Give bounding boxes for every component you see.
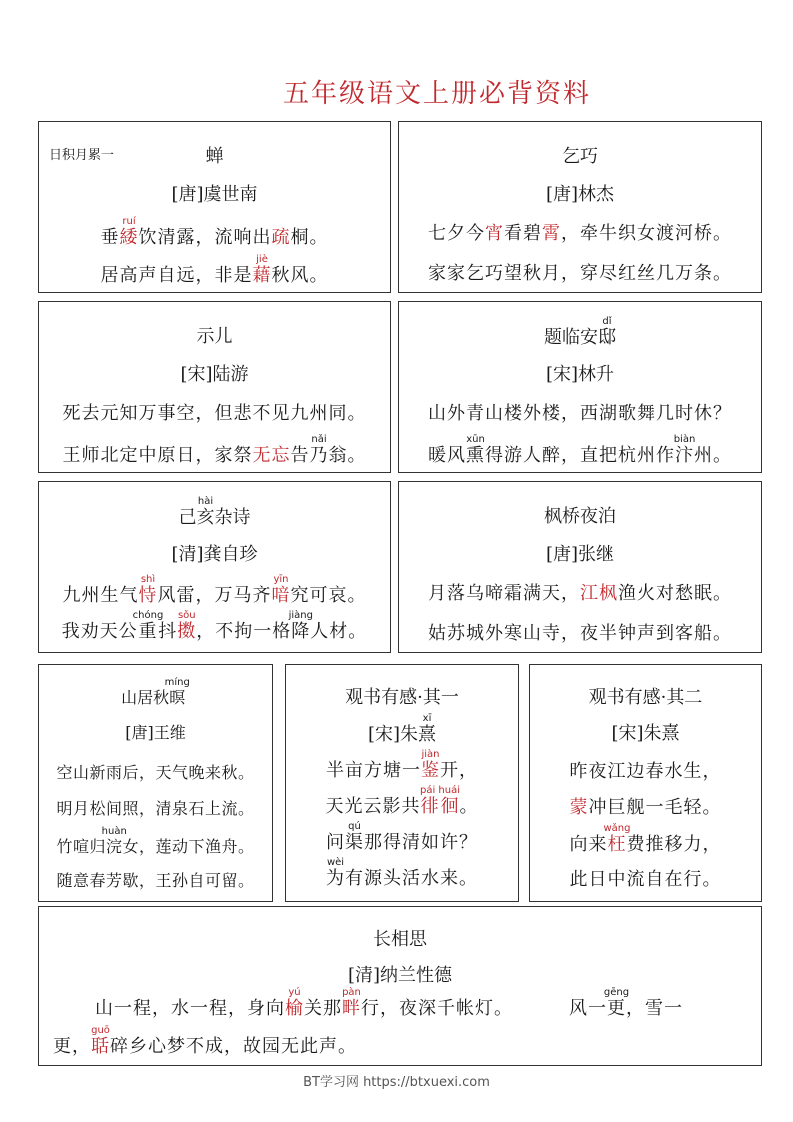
char: 畔 xyxy=(342,998,361,1019)
pinyin: biàn xyxy=(673,434,696,445)
verse-line xyxy=(39,434,390,467)
poem-card-chan xyxy=(38,121,391,293)
poem-title xyxy=(39,677,272,708)
annotated-char xyxy=(119,216,139,248)
annotated-char xyxy=(421,749,440,781)
verse-text: 暖风 xyxy=(428,445,466,466)
char: 鉴 xyxy=(421,760,440,781)
verse-text: 开， xyxy=(440,760,478,781)
pinyin: xūn xyxy=(466,434,485,445)
verse-text: 看碧 xyxy=(504,223,542,244)
verse-line xyxy=(39,216,390,249)
pinyin: huàn xyxy=(101,826,127,837)
verse-line: 死去元知万事空，但悲不见九州同。 xyxy=(62,403,367,424)
section-tag: 日积月累一 xyxy=(49,148,115,163)
title-text: 杂诗 xyxy=(214,507,251,528)
annotated-char xyxy=(196,496,215,528)
annotated-char xyxy=(101,826,127,856)
verse-line: 昨夜江边春水生， xyxy=(569,761,722,782)
pinyin: jiè xyxy=(252,254,272,265)
poem-title: 长相思 xyxy=(373,929,427,950)
poem-card-tilinandi xyxy=(398,301,762,473)
annotated-char xyxy=(138,574,158,606)
pinyin: gēng xyxy=(603,987,630,998)
annotated-char xyxy=(345,821,364,853)
char: 为 xyxy=(326,868,345,889)
verse-text: 碎乡心梦不成，故园无此声。 xyxy=(110,1036,357,1057)
pinyin: hài xyxy=(196,496,215,507)
char: 亥 xyxy=(196,507,215,528)
poem-title: 观书有感·其二 xyxy=(588,687,703,708)
char: 汴 xyxy=(673,445,696,466)
verse-line xyxy=(39,574,390,607)
page-title: 五年级语文上册必背资料 xyxy=(283,79,592,109)
pinyin: wèi xyxy=(326,857,345,868)
annotated-char xyxy=(309,434,329,466)
verse-text: 关那 xyxy=(304,998,342,1019)
poem-author: [唐]张继 xyxy=(545,544,615,565)
poem-card-guanshu-2 xyxy=(529,664,762,902)
char: 喑 xyxy=(271,585,291,606)
verse-text: 更， xyxy=(53,1036,91,1057)
verse-line xyxy=(530,793,761,819)
char: 乃 xyxy=(309,445,329,466)
poem-author: [宋]朱熹 xyxy=(611,723,680,744)
verse-text: ，不拘一格 xyxy=(196,621,292,642)
poem-author xyxy=(286,713,518,746)
verse-text: 桐。 xyxy=(290,227,329,248)
pinyin: xī xyxy=(418,713,436,724)
verse-text: 天光云影共 xyxy=(325,796,421,817)
verse-line: 姑苏城外寒山寺，夜半钟声到客船。 xyxy=(428,623,732,644)
verse-text: 渔火对愁眠。 xyxy=(618,583,732,604)
verse-line: 随意春芳歇，王孙自可留。 xyxy=(56,871,255,890)
verse-line xyxy=(286,749,518,782)
annotated-char xyxy=(673,434,696,466)
verse-line xyxy=(53,1025,755,1058)
verse-text: 得游人醉，直把杭州作 xyxy=(485,445,675,466)
char: 暝 xyxy=(164,688,190,707)
verse-line xyxy=(39,610,390,643)
annotated-char xyxy=(418,713,437,745)
verse-text: 山一程，水一程，身向 xyxy=(95,998,285,1019)
verse-text: 王师北定中原日，家祭 xyxy=(62,445,253,466)
poem-card-shanjuqiuming xyxy=(38,664,273,902)
pinyin: jiàng xyxy=(288,610,313,621)
poem-title: 观书有感·其一 xyxy=(345,687,459,708)
pinyin: sǒu xyxy=(177,610,197,621)
highlight-char: 疏 xyxy=(271,227,291,248)
annotated-char xyxy=(598,316,616,348)
footer-watermark: BT学习网 https://btxuexi.com xyxy=(303,1075,490,1090)
verse-line xyxy=(39,254,390,287)
verse-line: 空山新雨后，天气晚来秋。 xyxy=(56,763,255,782)
char: 问 xyxy=(326,832,345,853)
verse-line xyxy=(53,987,755,1020)
pinyin: wǎng xyxy=(603,823,631,834)
poem-author: [唐]林杰 xyxy=(545,184,615,205)
verse-text: 。 xyxy=(459,796,479,817)
verse-text: 我劝天公 xyxy=(61,621,138,642)
annotated-char xyxy=(342,987,361,1019)
verse-text: 秋风。 xyxy=(271,265,329,286)
char: 熹 xyxy=(418,724,437,745)
verse-line xyxy=(530,823,761,856)
verse-text: 行，夜深千帐灯。 xyxy=(361,998,513,1019)
poem-title: 蝉 xyxy=(205,146,224,167)
verse-text: 饮清露，流响出 xyxy=(138,227,272,248)
char: 恃 xyxy=(138,585,158,606)
poem-card-qiqiao xyxy=(398,121,762,293)
verse-text: 翁。 xyxy=(328,445,367,466)
char: 緌 xyxy=(119,227,139,248)
poem-author: [宋]林升 xyxy=(545,364,615,385)
pinyin: qú xyxy=(345,821,364,832)
highlight-char: 霄 xyxy=(542,223,561,244)
verse-text: 九州生气 xyxy=(62,585,139,606)
highlight-char: 江枫 xyxy=(580,583,618,604)
verse-text: 竹喧归 xyxy=(56,837,106,856)
poem-card-changxiangsi xyxy=(38,906,762,1066)
annotated-char xyxy=(164,677,190,707)
title-text: 题临安 xyxy=(544,327,598,348)
verse-text: 那得清如许？ xyxy=(364,832,478,853)
verse-line: 山外青山楼外楼，西湖歌舞几时休？ xyxy=(428,403,732,424)
annotated-char xyxy=(326,857,345,889)
pinyin: míng xyxy=(164,677,190,688)
pinyin: dǐ xyxy=(598,316,616,327)
verse-text: 向来 xyxy=(569,834,608,855)
highlight-char: 宵 xyxy=(485,223,504,244)
verse-text: 抖 xyxy=(158,621,178,642)
char: 擞 xyxy=(177,621,197,642)
char: 降 xyxy=(288,621,313,642)
poem-author: [清]纳兰性德 xyxy=(347,965,453,986)
pinyin: yīn xyxy=(271,574,291,585)
author-text: [宋]朱 xyxy=(367,724,419,745)
verse-line xyxy=(399,219,761,245)
pinyin: ruí xyxy=(119,216,139,227)
highlight-char: 蒙 xyxy=(569,797,589,818)
annotated-char xyxy=(285,987,304,1019)
annotated-char xyxy=(603,987,630,1019)
pinyin: nǎi xyxy=(309,434,329,445)
verse-text: 费推移力， xyxy=(626,834,722,855)
poem-author: [唐]虞世南 xyxy=(171,184,258,205)
verse-text: 人材。 xyxy=(310,621,368,642)
annotated-char xyxy=(466,434,485,466)
poem-card-fengqiaoyebo xyxy=(398,481,762,653)
annotated-char xyxy=(132,610,164,642)
verse-text: ，雪一 xyxy=(626,998,683,1019)
pinyin: chóng xyxy=(132,610,164,621)
verse-text: 告 xyxy=(290,445,310,466)
annotated-char xyxy=(326,832,345,853)
poem-title: 乞巧 xyxy=(562,146,598,167)
verse-text: 风一 xyxy=(569,998,607,1019)
verse-line xyxy=(39,826,272,857)
annotated-char xyxy=(603,823,631,855)
pinyin: guō xyxy=(91,1025,110,1036)
verse-line xyxy=(399,434,761,467)
verse-text: 冲巨舰一毛轻。 xyxy=(588,797,722,818)
highlight-char: 无忘 xyxy=(252,445,291,466)
verse-line: 明月松间照，清泉石上流。 xyxy=(56,799,255,818)
char: 更 xyxy=(603,998,630,1019)
verse-line xyxy=(286,857,518,890)
annotated-char xyxy=(419,785,460,817)
char: 浣 xyxy=(101,837,127,856)
annotated-char xyxy=(252,254,272,286)
title-text: 山居秋 xyxy=(121,688,170,707)
poem-title: 示儿 xyxy=(196,326,233,347)
verse-text: 垂 xyxy=(100,227,120,248)
poem-card-guanshu-1 xyxy=(285,664,519,902)
char: 藉 xyxy=(252,265,272,286)
verse-text: 居高声自远，非是 xyxy=(100,265,253,286)
verse-line xyxy=(286,785,518,818)
char: 邸 xyxy=(598,327,616,348)
char: 渠 xyxy=(345,832,364,853)
poem-title: 枫桥夜泊 xyxy=(544,506,616,527)
annotated-char xyxy=(177,610,197,642)
annotated-char xyxy=(91,1025,110,1057)
char: 榆 xyxy=(285,998,304,1019)
char: 聒 xyxy=(91,1036,110,1057)
verse-text: 风雷，万马齐 xyxy=(157,585,272,606)
poem-author: [唐]王维 xyxy=(125,723,186,742)
char: 徘徊 xyxy=(419,796,460,817)
verse-text: 七夕今 xyxy=(428,223,485,244)
verse-line xyxy=(399,579,761,605)
char: 重 xyxy=(132,621,164,642)
char: 枉 xyxy=(603,834,631,855)
verse-text: 女，莲动下渔舟。 xyxy=(122,837,255,856)
verse-text: 州。 xyxy=(694,445,732,466)
poem-title xyxy=(399,316,761,349)
pinyin: pái huái xyxy=(419,785,460,796)
pinyin: pàn xyxy=(342,987,361,998)
annotated-char xyxy=(271,574,291,606)
verse-line: 家家乞巧望秋月，穿尽红丝几万条。 xyxy=(428,263,732,284)
annotated-char xyxy=(288,610,313,642)
verse-line: 此日中流自在行。 xyxy=(569,869,722,890)
title-text: 己 xyxy=(178,507,197,528)
verse-text: 月落乌啼霜满天， xyxy=(428,583,580,604)
poem-author: [清]龚自珍 xyxy=(171,544,258,565)
pinyin: shì xyxy=(138,574,158,585)
verse-text: 究可哀。 xyxy=(290,585,367,606)
pinyin: jiàn xyxy=(421,749,440,760)
verse-text: ，牵牛织女渡河桥。 xyxy=(561,223,732,244)
poem-title xyxy=(39,496,390,529)
verse-text: 有源头活水来。 xyxy=(345,868,478,889)
poem-card-jihaizashi xyxy=(38,481,391,653)
char: 熏 xyxy=(466,445,485,466)
verse-line xyxy=(286,821,518,854)
pinyin: yú xyxy=(285,987,304,998)
verse-text: 半亩方塘一 xyxy=(326,760,421,781)
poem-author: [宋]陆游 xyxy=(180,364,249,385)
poem-card-shier xyxy=(38,301,391,473)
